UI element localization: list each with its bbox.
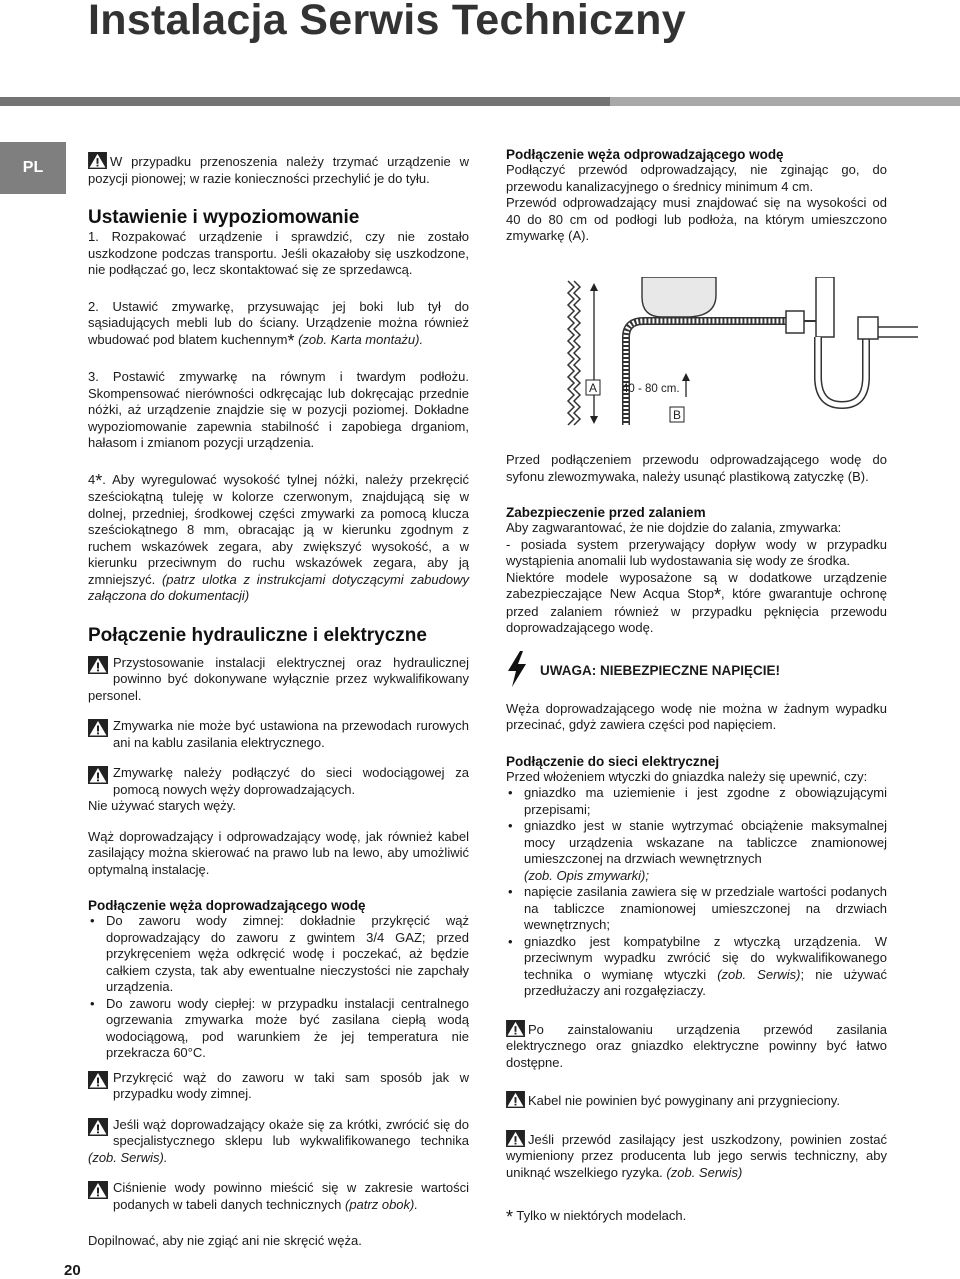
plug-note: Przed podłączeniem przewodu odprowadzającego wodę do syfonu zlewozmywaka, należy usunąć plastikową zatyczkę (B). bbox=[506, 452, 887, 484]
label-b: B bbox=[672, 408, 682, 422]
warning-3: Zmywarkę należy podłączyć do sieci wodociągowej za pomocą nowych węży doprowadzających. bbox=[88, 765, 469, 798]
warning-triangle-icon bbox=[88, 1071, 108, 1089]
flood-system: - posiada system przerywający dopływ wody w przypadku wystąpienia anomalii lub wydostawania się wody ze środka. bbox=[506, 536, 887, 568]
label-a: A bbox=[588, 381, 598, 395]
warning-triangle-icon bbox=[506, 1091, 525, 1108]
list-item: • Do zaworu wody ciepłej: w przypadku instalacji centralnego ogrzewania zmywarka może być zasilana ciepłą wodą wodociągową, pod warunkiem że jej temperatura nie przekracza 60°C. bbox=[88, 996, 469, 1062]
list-item: • gniazdko jest kompatybilne z wtyczką urządzenia. W przeciwnym wypadku zwrócić się do wykwalifikowanego technika o wymianę wtyczki (zob. Serwis); nie używać przedłużaczy ani rozgałęziaczy. bbox=[506, 934, 887, 1000]
warning-r3: Jeśli przewód zasilający jest uszkodzony, powinien zostać wymieniony przez producenta lub jego serwis techniczny, aby uniknąć wszelkiego ryzyka. (zob. Serwis) bbox=[506, 1131, 887, 1180]
step-4: 4*. Aby wyregulować wysokość tylnej nóżki, należy przekręcić sześciokątną tuleję w kolorze czerwonym, znajdującą się w dolnej, przedniej, środkowej części zmywarki za pomocą klucza sześciokątnego 8 mm, obracając ją w kierunku zgodnym z ruchem wskazówek zegara, aby zwiększyć wysokość, a w kierunku przeciwnym do ruchu wskazówek zegara, aby ją zmniejszyć. (patrz ulotka z instrukcjami dotyczącymi zabudowy załączona do dokumentacji) bbox=[88, 470, 469, 603]
warning-3b: Nie używać starych węży. bbox=[88, 798, 236, 813]
no-bend-note: Dopilnować, aby nie zgiąć ani nie skręcić węża. bbox=[88, 1233, 362, 1248]
warning-triangle-icon bbox=[506, 1130, 525, 1147]
heading-doprow: Podłączenie węża doprowadzającego wodę bbox=[88, 898, 366, 913]
warning-r2: Kabel nie powinien być powyginany ani przygnieciony. bbox=[506, 1091, 887, 1110]
drain-hose-diagram bbox=[566, 277, 918, 427]
warning-2: Zmywarka nie może być ustawiona na przewodach rurowych ani na kablu zasilania elektrycznego. bbox=[88, 718, 469, 751]
warning-triangle-icon bbox=[88, 1118, 108, 1136]
acqua-stop: Niektóre modele wyposażone są w dodatkowe urządzenie zabezpieczające New Acqua Stop*, które gwarantuje ochronę przed zalaniem również w przypadku pęknięcia przewodu doprowadzającego wodę. bbox=[506, 569, 887, 635]
heading-siec: Podłączenie do sieci elektrycznej bbox=[506, 753, 720, 769]
header-bar bbox=[0, 97, 960, 106]
lightning-bolt-icon bbox=[506, 651, 528, 687]
right-column-top bbox=[506, 147, 887, 245]
warning-5: Jeśli wąż doprowadzający okaże się za krótki, zwrócić się do specjalistycznego sklepu lub wykwalifikowanego technika (zob. Serwis). bbox=[88, 1116, 469, 1165]
hose-no-cut: Węża doprowadzającego wodę nie można w żadnym wypadku przecinać, gdyż zawiera części pod napięciem. bbox=[506, 700, 887, 732]
heading-ustawienie: Ustawienie i wypoziomowanie bbox=[88, 207, 360, 228]
page-title: Instalacja Serwis Techniczny bbox=[88, 0, 686, 44]
list-item: • gniazdko jest w stanie wytrzymać obciążenie maksymalnej mocy urządzenia wskazane na tabliczce znamionowej umieszczonej na drzwiach wewnętrznych (zob. Opis zmywarki); bbox=[506, 818, 887, 884]
warning-6: Ciśnienie wody powinno mieścić się w zakresie wartości podanych w tabeli danych technicznych (patrz obok). bbox=[88, 1180, 469, 1213]
heading-zalanie: Zabezpieczenie przed zalaniem bbox=[506, 505, 706, 520]
step-1: 1. Rozpakować urządzenie i sprawdzić, czy nie zostało uszkodzone podczas transportu. Jeśli okazałoby się uszkodzone, nie podłączać go, lecz skontaktować się ze sprzedawcą. bbox=[88, 229, 469, 277]
drain-text-1: Podłączyć przewód odprowadzający, nie zginając go, do przewodu kanalizacyjnego o średnicy minimum 4 cm. bbox=[506, 162, 887, 194]
inlet-list bbox=[88, 913, 469, 1062]
warning-triangle-icon bbox=[88, 656, 108, 674]
page-number: 20 bbox=[64, 1262, 81, 1279]
label-range: 40 - 80 cm. bbox=[622, 383, 680, 395]
hose-direction: Wąż doprowadzający i odprowadzający wodę, jak również kabel zasilający można skierować na prawo lub na lewo, aby umożliwić optymalną instalację. bbox=[88, 828, 469, 877]
language-tab: PL bbox=[0, 142, 66, 194]
warning-triangle-icon bbox=[88, 1181, 108, 1199]
heading-hydraul: Połączenie hydrauliczne i elektryczne bbox=[88, 624, 427, 646]
list-item: • Do zaworu wody zimnej: dokładnie przykręcić wąż doprowadzający do zaworu z gwintem 3/4 GAZ; przed przykręceniem węża odkręcić wodę i poczekać, aż będzie całkiem czysta, tak aby ewentualne nieczystości nie zapchały urządzenia. bbox=[88, 913, 469, 996]
left-column bbox=[88, 152, 469, 1250]
warning-triangle-icon bbox=[506, 1020, 525, 1037]
socket-intro: Przed włożeniem wtyczki do gniazdka należy się upewnić, czy: bbox=[506, 768, 868, 784]
flood-intro: Aby zagwarantować, że nie dojdzie do zalania, zmywarka: bbox=[506, 520, 842, 535]
voltage-warning: UWAGA: NIEBEZPIECZNE NAPIĘCIE! bbox=[506, 651, 887, 687]
footnote: * Tylko w niektórych modelach. bbox=[506, 1207, 687, 1227]
warning-triangle-icon bbox=[88, 719, 108, 737]
heading-odprow: Podłączenie węża odprowadzającego wodę bbox=[506, 147, 784, 162]
warning-4: Przykręcić wąż do zaworu w taki sam sposób jak w przypadku wody zimnej. bbox=[88, 1070, 469, 1103]
right-column-bottom bbox=[506, 452, 887, 1181]
warning-triangle-icon bbox=[88, 152, 107, 169]
step-3: 3. Postawić zmywarkę na równym i twardym podłożu. Skompensować nierówności odkręcając lub dokręcając przednie nóżki, aż urządzenie znajdzie się w pozycji poziomej. Dokładne wypoziomowanie zapewnia stabilność i zapobiega drganiom, hałasom i zmianom pozycji urządzenia. bbox=[88, 369, 469, 450]
step-2: 2. Ustawić zmywarkę, przysuwając jej boki lub tył do sąsiadujących mebli lub do ściany. Urządzenie można również wbudować pod blatem kuchennym* (zob. Karta montażu). bbox=[88, 298, 469, 351]
list-item: • gniazdko ma uziemienie i jest zgodne z obowiązującymi przepisami; bbox=[506, 785, 887, 818]
list-item: • napięcie zasilania zawiera się w przedziale wartości podanych na tabliczce znamionowej umieszczonej na drzwiach wewnętrznych; bbox=[506, 884, 887, 934]
warning-1: Przystosowanie instalacji elektrycznej oraz hydraulicznej powinno być dokonywane wyłącznie przez wykwalifikowany personel. bbox=[88, 654, 469, 703]
intro-warning: W przypadku przenoszenia należy trzymać urządzenie w pozycji pionowej; w razie konieczności przechylić je do tyłu. bbox=[88, 154, 469, 186]
warning-r1: Po zainstalowaniu urządzenia przewód zasilania elektrycznego oraz gniazdko elektryczne powinny być łatwo dostępne. bbox=[506, 1021, 887, 1070]
drain-text-2: Przewód odprowadzający musi znajdować się na wysokości od 40 do 80 cm od podłogi lub podłoża, na którym umieszczono zmywarkę (A). bbox=[506, 195, 887, 243]
socket-list bbox=[506, 785, 887, 1000]
warning-triangle-icon bbox=[88, 766, 108, 784]
